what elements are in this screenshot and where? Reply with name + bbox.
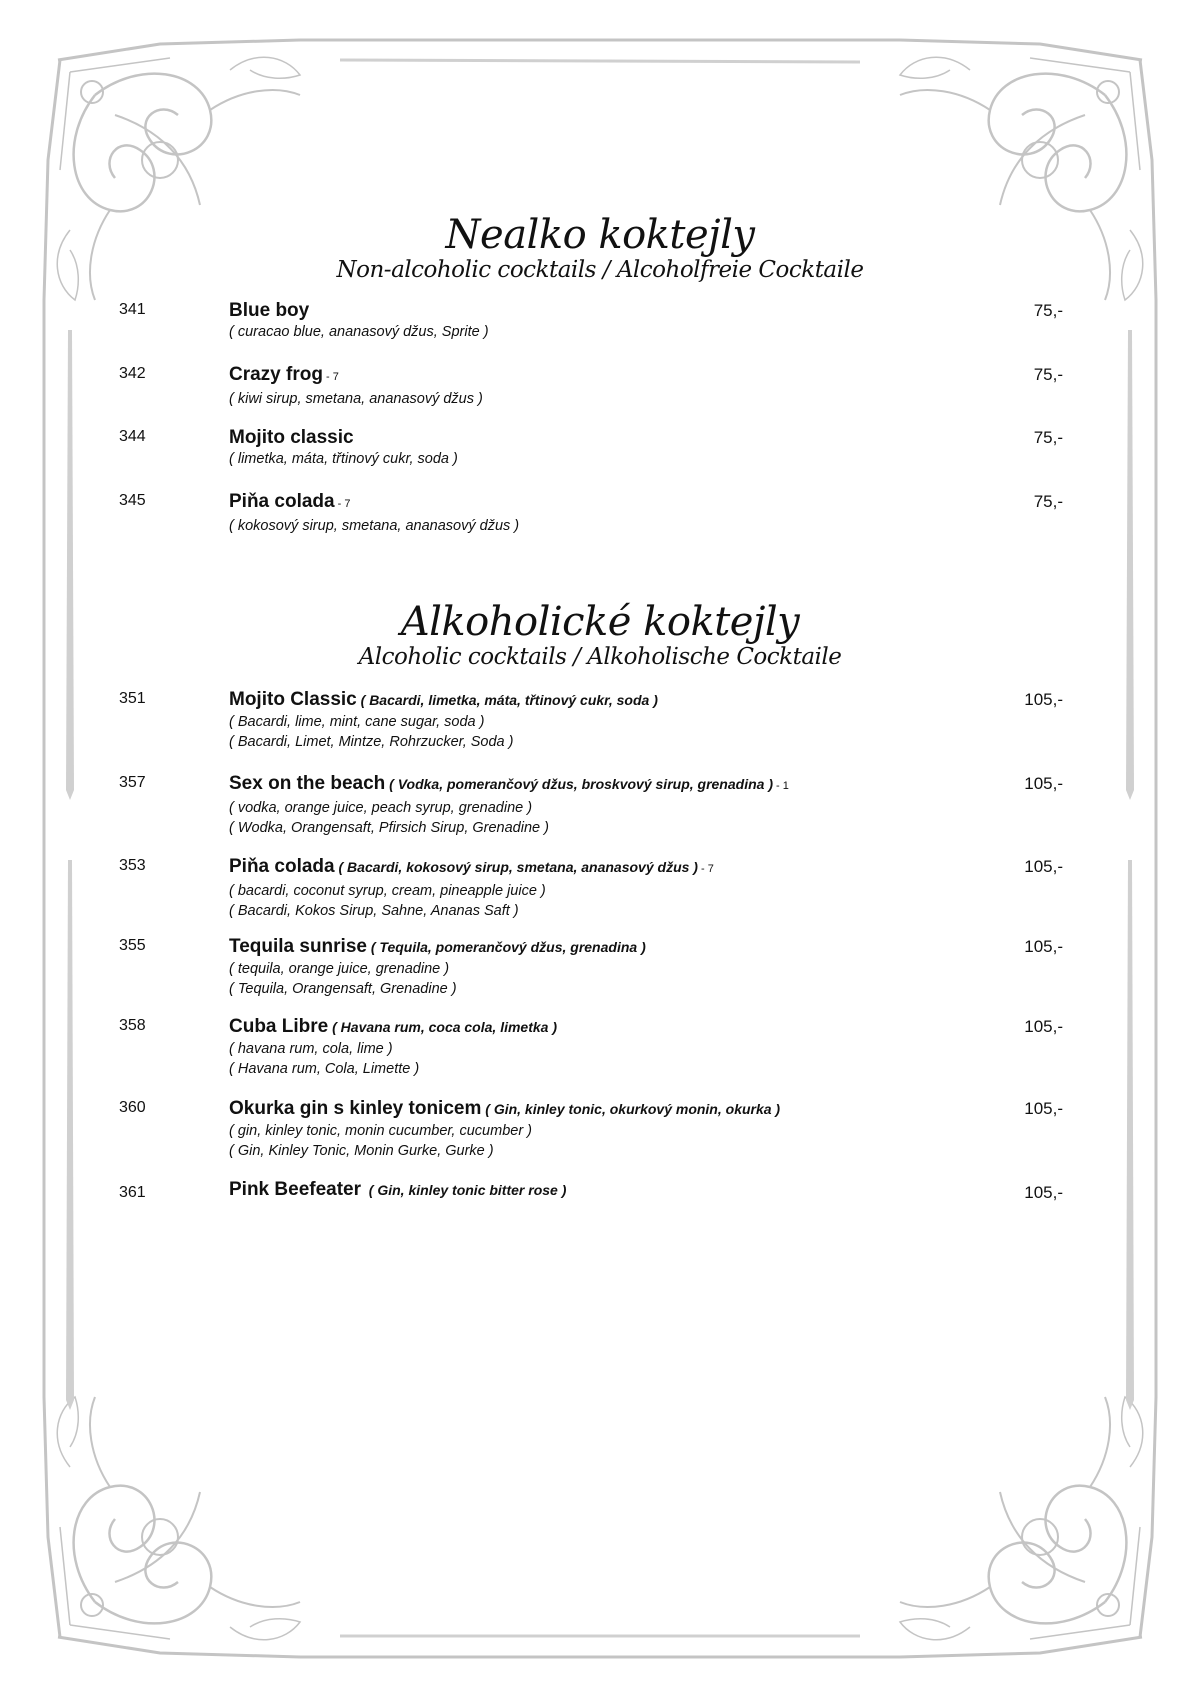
item-name: Mojito Classic — [229, 689, 357, 710]
item-english: ( bacardi, coconut syrup, cream, pineapple juice ) — [229, 883, 546, 899]
section-subtitle: Alcoholic cocktails / Alkoholische Cocktaile — [358, 644, 842, 670]
item-ingredients: ( kokosový sirup, smetana, ananasový džus ) — [229, 518, 520, 534]
item-german: ( Gin, Kinley Tonic, Monin Gurke, Gurke ) — [229, 1143, 494, 1159]
item-price: 75,- — [1033, 428, 1063, 447]
allergen-code: - 7 — [322, 371, 339, 383]
allergen-code: - 1 — [772, 780, 789, 792]
item-description: ( Bacardi, limetka, máta, třtinový cukr, soda ) — [356, 692, 658, 708]
item-number: 341 — [119, 301, 146, 318]
item-description: ( Havana rum, coca cola, limetka ) — [328, 1019, 557, 1035]
allergen-code: - 7 — [697, 863, 714, 875]
item-number: 357 — [119, 774, 146, 791]
section-title: Alkoholické koktejly — [400, 599, 800, 645]
nonalcoholic-heading — [0, 213, 1200, 283]
item-name: Okurka gin s kinley tonicem — [229, 1098, 482, 1119]
item-description: ( Gin, kinley tonic bitter rose ) — [361, 1182, 567, 1198]
item-german: ( Tequila, Orangensaft, Grenadine ) — [229, 981, 457, 997]
item-price: 105,- — [1024, 857, 1063, 876]
item-price: 75,- — [1033, 365, 1063, 384]
alcoholic-heading — [0, 600, 1200, 670]
section-title: Nealko koktejly — [445, 212, 755, 258]
item-description: ( Gin, kinley tonic, okurkový monin, okurka ) — [481, 1101, 781, 1117]
item-name: Crazy frog — [229, 364, 323, 385]
item-price: 75,- — [1033, 301, 1063, 320]
section-subtitle: Non-alcoholic cocktails / Alcoholfreie Cocktaile — [336, 257, 864, 283]
item-description: ( Tequila, pomerančový džus, grenadina ) — [366, 939, 646, 955]
item-name: Tequila sunrise — [229, 936, 367, 957]
item-price: 105,- — [1024, 937, 1063, 956]
item-number: 355 — [119, 937, 146, 954]
allergen-code: - 7 — [334, 498, 351, 510]
item-ingredients: ( kiwi sirup, smetana, ananasový džus ) — [229, 391, 483, 407]
item-name: Piňa colada — [229, 491, 335, 512]
item-number: 344 — [119, 428, 146, 445]
item-english: ( tequila, orange juice, grenadine ) — [229, 961, 450, 977]
item-english: ( havana rum, cola, lime ) — [229, 1041, 393, 1057]
item-name: Cuba Libre — [229, 1016, 329, 1037]
item-number: 345 — [119, 492, 146, 509]
item-number: 361 — [119, 1184, 146, 1201]
item-ingredients: ( curacao blue, ananasový džus, Sprite ) — [229, 324, 489, 340]
item-number: 351 — [119, 690, 146, 707]
item-number: 360 — [119, 1099, 146, 1116]
item-english: ( vodka, orange juice, peach syrup, grenadine ) — [229, 800, 533, 816]
item-ingredients: ( limetka, máta, třtinový cukr, soda ) — [229, 451, 458, 467]
item-name: Mojito classic — [229, 427, 354, 448]
item-price: 105,- — [1024, 1099, 1063, 1118]
item-german: ( Bacardi, Kokos Sirup, Sahne, Ananas Saft ) — [229, 903, 519, 919]
item-name: Pink Beefeater — [229, 1179, 362, 1200]
item-price: 105,- — [1024, 690, 1063, 709]
item-number: 358 — [119, 1017, 146, 1034]
item-name: Sex on the beach — [229, 773, 386, 794]
item-price: 105,- — [1024, 774, 1063, 793]
item-english: ( gin, kinley tonic, monin cucumber, cucumber ) — [229, 1123, 533, 1139]
item-price: 105,- — [1024, 1017, 1063, 1036]
item-english: ( Bacardi, lime, mint, cane sugar, soda ) — [229, 714, 485, 730]
item-price: 75,- — [1033, 492, 1063, 511]
item-description: ( Bacardi, kokosový sirup, smetana, ananasový džus ) — [334, 859, 698, 875]
item-german: ( Wodka, Orangensaft, Pfirsich Sirup, Grenadine ) — [229, 820, 549, 836]
item-number: 342 — [119, 365, 146, 382]
item-name: Piňa colada — [229, 856, 335, 877]
item-name: Blue boy — [229, 300, 310, 321]
item-number: 353 — [119, 857, 146, 874]
item-price: 105,- — [1024, 1183, 1063, 1202]
item-german: ( Havana rum, Cola, Limette ) — [229, 1061, 420, 1077]
item-description: ( Vodka, pomerančový džus, broskvový sirup, grenadina ) — [385, 776, 773, 792]
item-german: ( Bacardi, Limet, Mintze, Rohrzucker, Soda ) — [229, 734, 514, 750]
